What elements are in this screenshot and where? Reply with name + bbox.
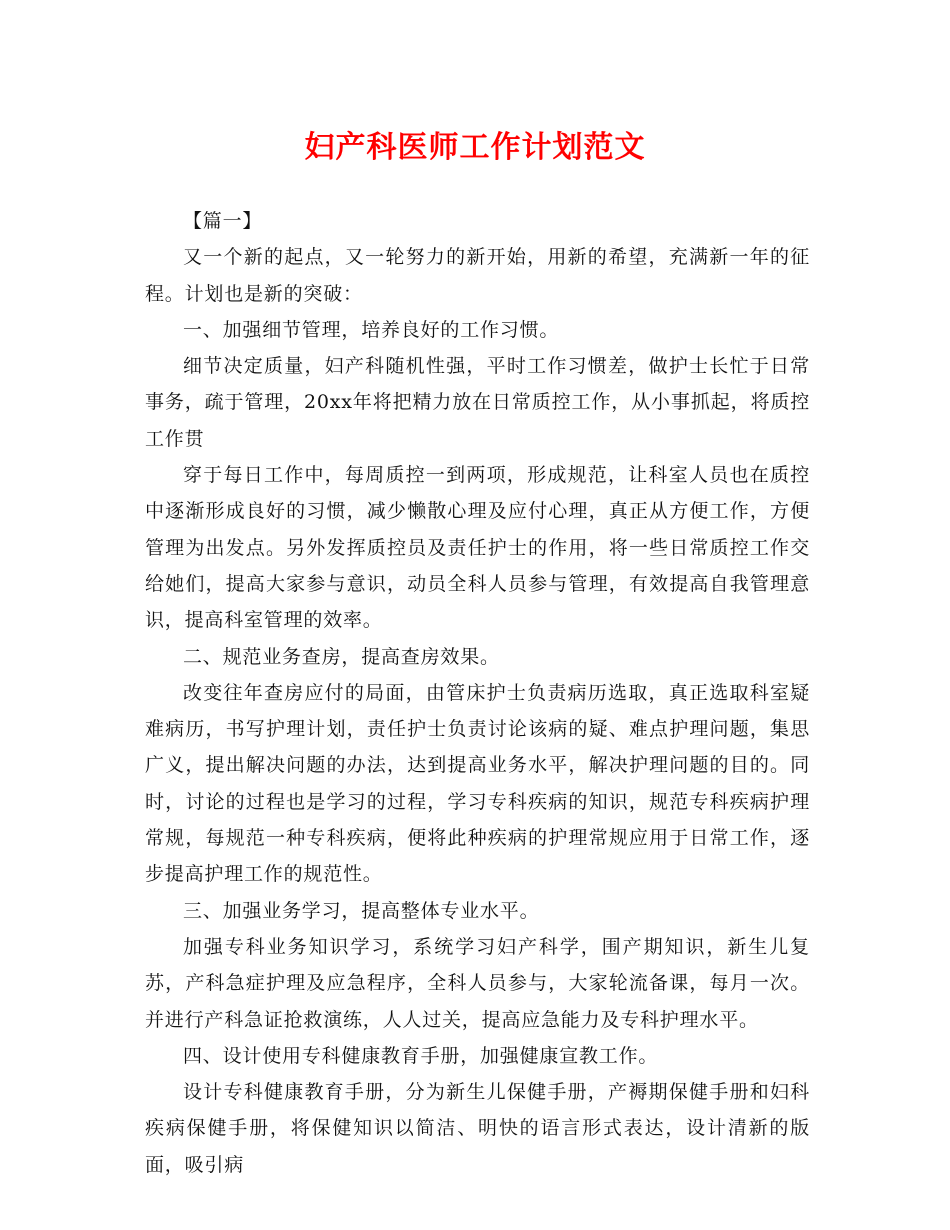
body-paragraph: 又一个新的起点，又一轮努力的新开始，用新的希望，充满新一年的征程。计划也是新的突破：	[145, 246, 810, 305]
section-heading: 二、规范业务查房，提高查房效果。	[183, 645, 500, 668]
section-heading: 一、加强细节管理，培养良好的工作习惯。	[183, 318, 560, 341]
section-heading: 三、加强业务学习，提高整体专业水平。	[183, 899, 540, 922]
body-paragraph: 设计专科健康教育手册，分为新生儿保健手册，产褥期保健手册和妇科疾病保健手册，将保健知识以简洁、明快的语言形式表达，设计清新的版面，吸引病	[145, 1081, 810, 1176]
document-body	[145, 203, 810, 1183]
body-paragraph: 加强专科业务知识学习，系统学习妇产科学，围产期知识，新生儿复苏，产科急症护理及应急程序，全科人员参与，大家轮流备课，每月一次。并进行产科急证抢救演练，人人过关，提高应急能力及专科护理水平。	[145, 935, 810, 1031]
body-paragraph: 改变往年查房应付的局面，由管床护士负责病历选取，真正选取科室疑难病历，书写护理计划，责任护士负责讨论该病的疑、难点护理问题，集思广义，提出解决问题的办法，达到提高业务水平，解决护理问题的目的。同时，讨论的过程也是学习的过程，学习专科疾病的知识，规范专科疾病护理常规，每规范一种专科疾病，便将此种疾病的护理常规应用于日常工作，逐步提高护理工作的规范性。	[145, 681, 810, 886]
body-paragraph: 细节决定质量，妇产科随机性强，平时工作习惯差，做护士长忙于日常事务，疏于管理，20xx年将把精力放在日常质控工作，从小事抓起，将质控工作贯	[145, 355, 810, 450]
body-paragraph: 穿于每日工作中，每周质控一到两项，形成规范，让科室人员也在质控中逐渐形成良好的习惯，减少懒散心理及应付心理，真正从方便工作，方便管理为出发点。另外发挥质控员及责任护士的作用，将一些日常质控工作交给她们，提高大家参与意识，动员全科人员参与管理，有效提高自我管理意识，提高科室管理的效率。	[145, 464, 810, 632]
section-heading: 四、设计使用专科健康教育手册，加强健康宣教工作。	[183, 1044, 659, 1067]
document-title: 妇产科医师工作计划范文	[304, 130, 646, 165]
section-heading-part-one: 【篇一】	[183, 210, 263, 232]
